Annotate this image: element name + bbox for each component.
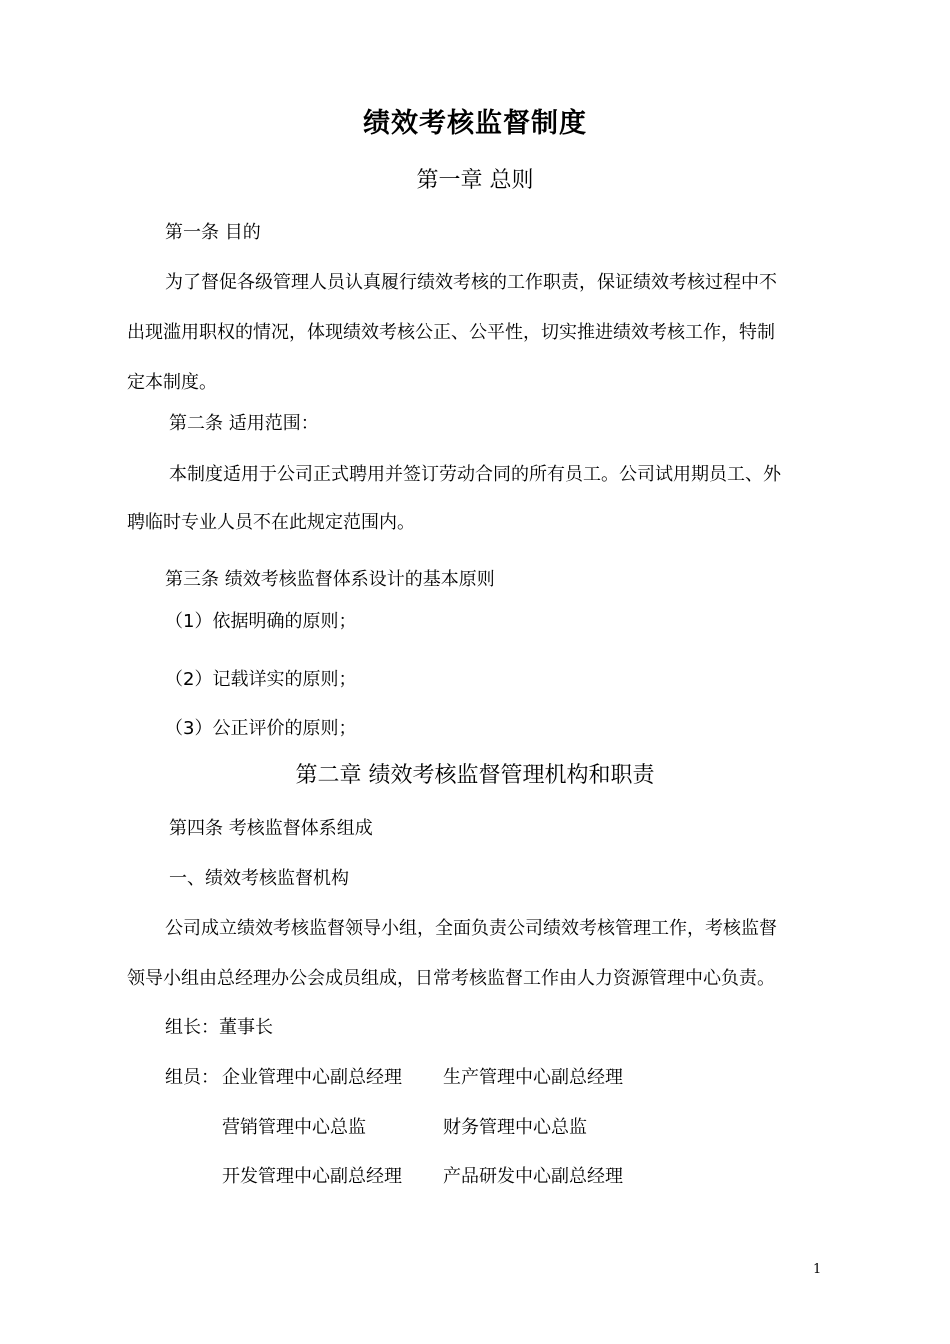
chapter-1-heading: 第一章 总则 [416,168,534,193]
article-1-body-line-2: 出现滥用职权的情况，体现绩效考核公正、公平性，切实推进绩效考核工作，特制 [127,322,775,343]
member-item: 企业管理中心副总经理 [222,1067,402,1088]
article-2-heading: 第二条 适用范围： [169,413,319,434]
member-item: 开发管理中心副总经理 [222,1166,402,1187]
principle-item: （2）记载详实的原则； [165,669,357,690]
member-item: 产品研发中心副总经理 [443,1166,623,1187]
member-item: 财务管理中心总监 [443,1117,587,1138]
group-leader: 组长：董事长 [165,1017,273,1038]
article-2-body-line-1: 本制度适用于公司正式聘用并签订劳动合同的所有员工。公司试用期员工、外 [169,464,781,485]
document-title: 绩效考核监督制度 [363,108,587,139]
group-members-label: 组员： [165,1067,219,1088]
page-number: 1 [813,1262,822,1277]
article-3-heading: 第三条 绩效考核监督体系设计的基本原则 [165,569,495,590]
article-1-heading: 第一条 目的 [165,222,261,243]
member-item: 生产管理中心副总经理 [443,1067,623,1088]
article-1-body-line-3: 定本制度。 [127,372,217,393]
section-1-heading: 一、绩效考核监督机构 [169,868,349,889]
article-2-body-line-2: 聘临时专业人员不在此规定范围内。 [127,512,415,533]
article-1-body-line-1: 为了督促各级管理人员认真履行绩效考核的工作职责，保证绩效考核过程中不 [165,272,777,293]
member-item: 营销管理中心总监 [222,1117,366,1138]
principle-item: （1）依据明确的原则； [165,611,357,632]
section-1-body-line-1: 公司成立绩效考核监督领导小组，全面负责公司绩效考核管理工作，考核监督 [165,918,777,939]
chapter-2-heading: 第二章 绩效考核监督管理机构和职责 [295,763,655,788]
section-1-body-line-2: 领导小组由总经理办公会成员组成，日常考核监督工作由人力资源管理中心负责。 [127,968,775,989]
principle-item: （3）公正评价的原则； [165,718,357,739]
article-4-heading: 第四条 考核监督体系组成 [169,818,373,839]
